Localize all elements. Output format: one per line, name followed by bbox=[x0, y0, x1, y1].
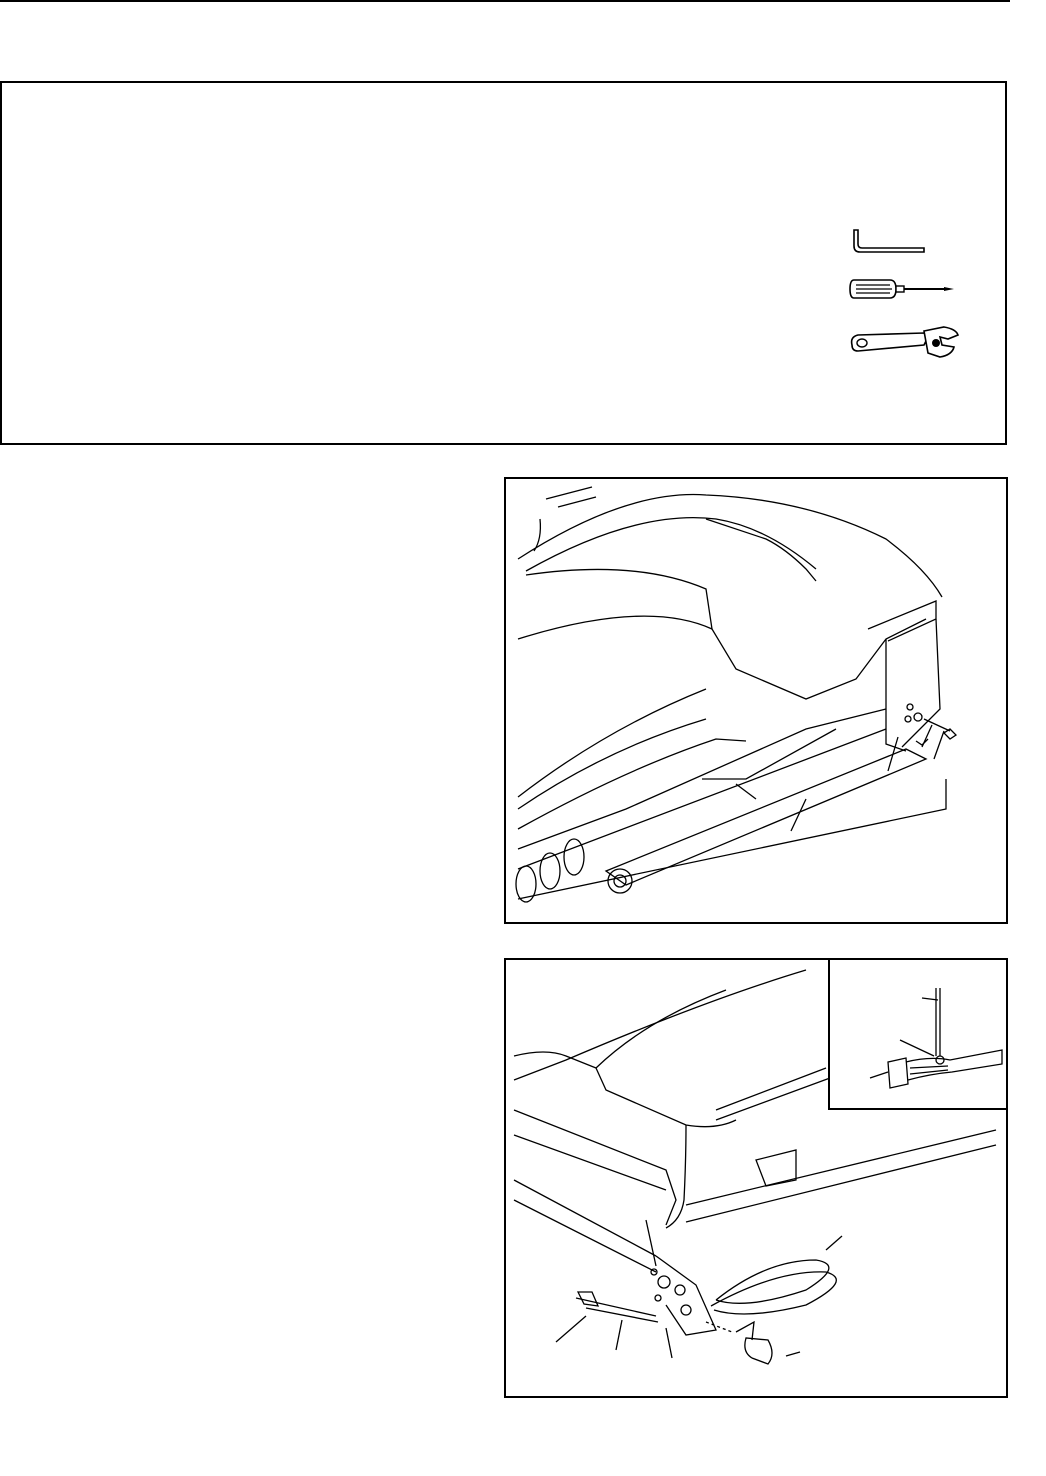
figure-1 bbox=[504, 477, 1008, 924]
figure-2-inset bbox=[828, 960, 1006, 1110]
phillips-screwdriver-icon bbox=[848, 277, 960, 301]
figure-2 bbox=[504, 958, 1008, 1398]
adjustable-wrench-icon bbox=[848, 323, 968, 363]
tools-box bbox=[0, 81, 1007, 445]
page-top-rule bbox=[0, 0, 1010, 2]
figure-1-drawing bbox=[506, 479, 1006, 922]
figure-2-inset-drawing bbox=[830, 960, 1006, 1108]
allen-wrench-icon bbox=[850, 228, 930, 258]
